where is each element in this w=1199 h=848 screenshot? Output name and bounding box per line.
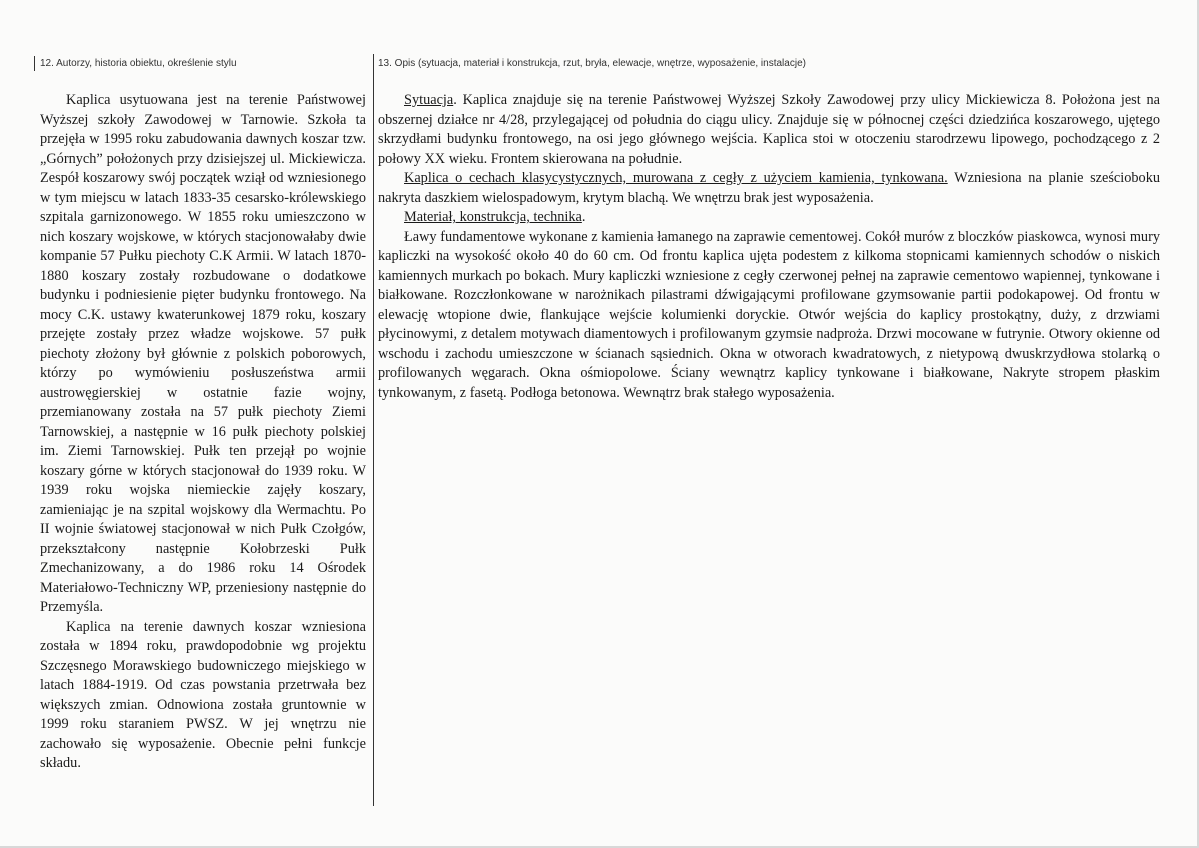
history-paragraph-2: Kaplica na terenie dawnych koszar wzniesiona została w 1894 roku, prawdopodobnie wg projektu Szczęsnego Morawskiego budowniczego miejskiego w latach 1884-1919. Od czas powstania przetrwała bez większych zmian. Odnowiona została gruntownie w 1999 roku staraniem PWSZ. W jej wnętrzu nie zachowało się wyposażenie. Obecnie pełni funkcje składu. — [40, 618, 366, 771]
history-paragraph-1: Kaplica usytuowana jest na terenie Państwowej Wyższej szkoły Zawodowej w Tarnowie. Szkoła ta przejęła w 1995 roku zabudowania dawnych koszar tzw. „Górnych” położonych przy dzisiejszej ul. Mickiewicza. Zespół koszarowy swój początek wziął od wzniesionego w tym miejscu w latach 1833-35 cesarsko-królewskiego szpitala garnizonowego. W 1855 roku umieszczono w nich koszary wojskowe, w których stacjonowałaby dwie kompanie 57 Pułku piechoty C.K Armii. W latach 1870-1880 koszary zostały rozbudowane o dodatkowe budynku i podniesienie pięter budynku frontowego. Na mocy C.K. ustawy kwaterunkowej 1879 roku, koszary przejęte zostały przez władze wojskowe. 57 pułk piechoty złożony był głównie z polskich poborowych, którzy po wymówieniu posłuszeństwa armii austrowęgierskiej w ostatnie fazie wojny, przemianowany została na 57 pułk piechoty Ziemi Tarnowskiej, a następnie w 16 pułk piechoty polskiej im. Ziemi Tarnowskiej. Pułk ten przejął po wojnie koszary górne w których stacjonował do 1939 roku. W 1939 roku wojska niemieckie zajęły koszary, zamieniając je na szpital wojskowy dla Wermachtu. Po II wojnie światowej stacjonował w nich Pułk Czołgów, przekształcony następnie Kołobrzeski Pułk Zmechanizowany, a do 1986 roku 14 Ośrodek Materiałowo-Techniczny WP, przeniesiony następnie do Przemyśla. — [40, 92, 366, 615]
style-heading: Kaplica o cechach klasycystycznych, murowana z cegły z użyciem kamienia, tynkowana. — [404, 170, 948, 186]
description-column — [378, 91, 1160, 403]
situation-heading: Sytuacja — [404, 92, 454, 108]
history-column — [40, 91, 366, 774]
section-12-header: 12. Autorzy, historia obiektu, określenie stylu — [40, 58, 237, 69]
material-heading: Materiał, konstrukcja, technika — [404, 209, 582, 225]
style-paragraph — [378, 169, 1160, 208]
style-text: Wzniesiona na planie sześcioboku nakryta daszkiem wielospadowym, krytym blachą. We wnętrzu brak jest wyposażenia. — [378, 170, 1160, 206]
material-heading-line — [378, 208, 1160, 228]
column-divider — [373, 54, 374, 806]
situation-paragraph — [378, 91, 1160, 169]
material-paragraph: Ławy fundamentowe wykonane z kamienia łamanego na zaprawie cementowej. Cokół murów z bloczków piaskowca, wynosi mury kapliczki na wysokość około 40 do 60 cm. Od frontu kaplica ujęta podestem z kilkoma stopnicami kamiennych schodów o niskich kamiennych murkach po bokach. Mury kapliczki wzniesione z cegły czerwonej pełnej na zaprawie cementowo wapiennej, tynkowane i białkowane. Rozczłonkowane w narożnikach pilastrami dźwigającymi profilowane gzymsowanie partii podokapowej. Od frontu w elewację wtopione dwie, flankujące wejście kolumienki doryckie. Otwór wejścia do kaplicy prostokątny, duży, z drzwiami płycinowymi, z detalem motywach diamentowych i profilowanym gzymsie nadproża. Drzwi mocowane w futrynie. Otwory okienne od wschodu i zachodu umieszczone w ścianach sąsiednich. Okna w otworach kwadratowych, z nietypową dwuskrzydłowa stolarką o profilowanych węgarach. Okna ośmiopolowe. Ściany wewnątrz kaplicy tynkowane i białkowane, Nakryte stropem płaskim tynkowanym, z fasetą. Podłoga betonowa. Wewnątrz brak stałego wyposażenia. — [378, 228, 1160, 401]
section-marker — [34, 56, 35, 71]
material-heading-period: . — [581, 209, 586, 225]
section-13-header: 13. Opis (sytuacja, materiał i konstrukcja, rzut, bryła, elewacje, wnętrze, wyposażenie, instalacje) — [378, 58, 806, 69]
situation-text: . Kaplica znajduje się na terenie Państwowej Wyższej Szkoły Zawodowej przy ulicy Mickiewicza 8. Położona jest na obszernej działce nr 4/28, przylegającej od południa do ciągu ulicy. Znajduje się w północnej części dziedzińca koszarowego, ujętego skrzydłami budynku frontowego, na osi jego głównego wejścia. Kaplica stoi w otoczeniu starodrzewu lipowego, pochodzącego z 2 połowy XX wieku. Frontem skierowana na południe. — [378, 92, 1160, 167]
